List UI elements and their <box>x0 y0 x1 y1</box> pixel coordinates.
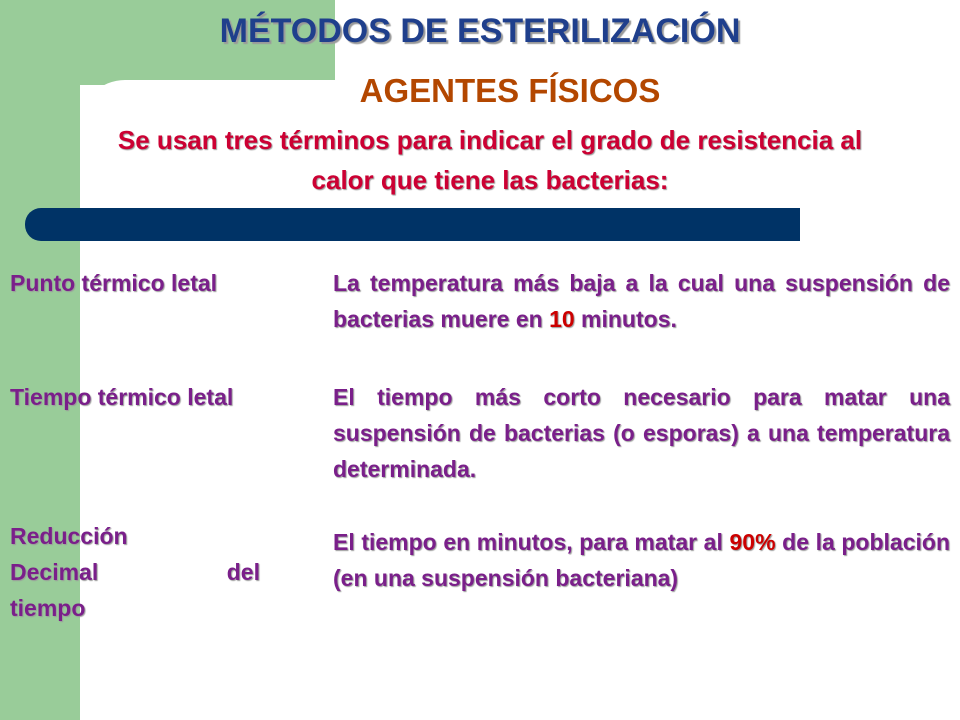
definition-reduccion-decimal <box>333 524 950 596</box>
definition-highlight: 90% <box>729 529 776 555</box>
definition-text-end: minutos. <box>574 306 677 332</box>
term-line: tiempo <box>10 595 86 621</box>
slide-title: MÉTODOS DE ESTERILIZACIÓN <box>219 12 741 50</box>
definition-text-end: de la población (en una suspensión bacteriana) <box>333 529 950 591</box>
definition-tiempo-termico-letal <box>333 379 950 487</box>
definition-punto-termico-letal <box>333 265 950 337</box>
definition-text: La temperatura más baja a la cual una suspensión de bacterias muere en <box>333 270 950 332</box>
definition-text: El tiempo en minutos, para matar al <box>333 529 730 555</box>
definition-highlight: 10 <box>549 306 575 332</box>
term-reduccion-decimal-del-tiempo <box>10 518 260 626</box>
term-line: Decimal del <box>10 559 260 585</box>
slide-subtitle: AGENTES FÍSICOS <box>359 72 661 109</box>
term-line: Reducción <box>10 523 128 549</box>
intro-text: Se usan tres términos para indicar el grado de resistencia al calor que tiene las bacterias: <box>117 125 863 195</box>
term-punto-termico-letal: Punto térmico letal <box>10 270 218 296</box>
term-tiempo-termico-letal: Tiempo térmico letal <box>10 384 234 410</box>
divider-bar <box>25 208 800 241</box>
definition-text: El tiempo más corto necesario para matar una suspensión de bacterias (o esporas) a una temperatura determinada. <box>333 384 950 482</box>
